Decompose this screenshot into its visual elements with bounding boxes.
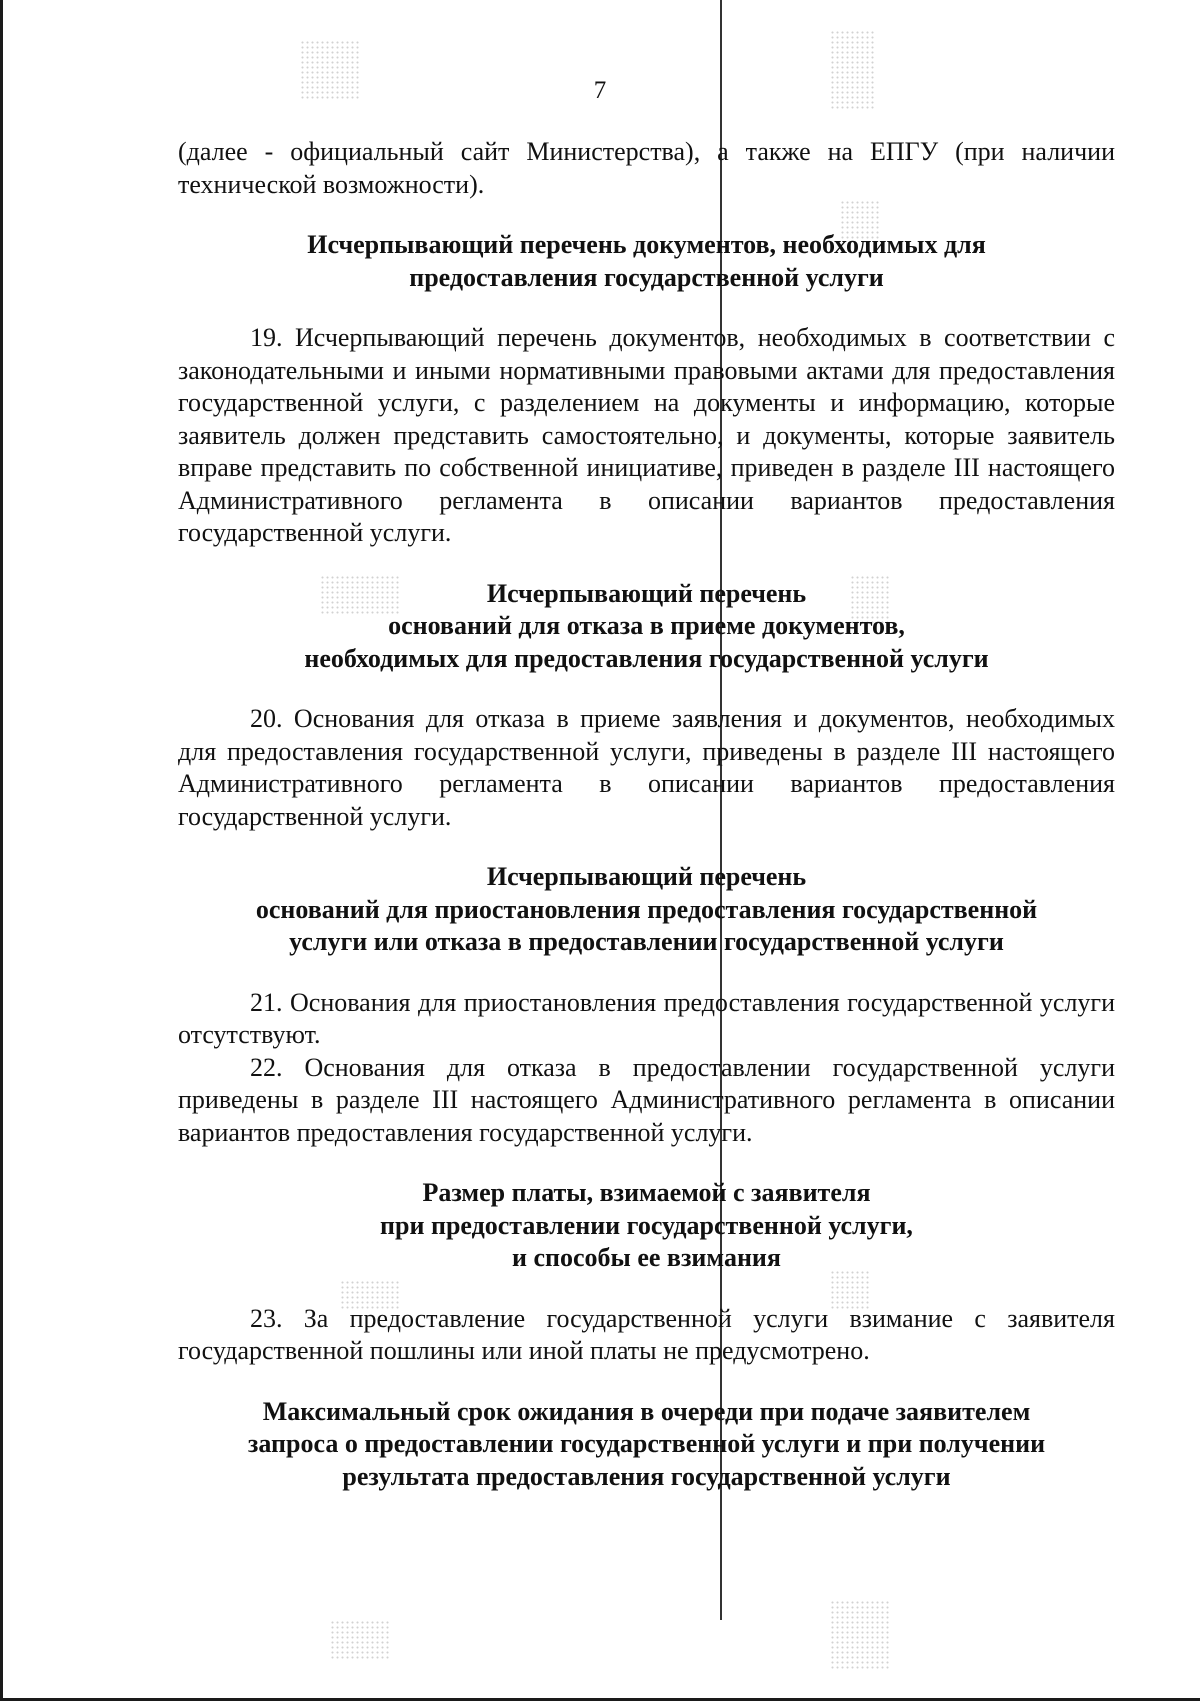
section-heading-line: результата предоставления государственной услуги [342,1461,951,1491]
paragraph: 21. Основания для приостановления предоставления государственной услуги отсутствуют. [178,987,1115,1049]
scan-speckle [830,1600,890,1670]
section-heading-line: Исчерпывающий перечень документов, необходимых для [307,230,986,259]
section-heading-line: оснований для приостановления предоставления государственной [255,894,1038,924]
scan-speckle [330,1620,390,1660]
section-heading-line: Исчерпывающий перечень [486,862,807,891]
section-heading-line: оснований для отказа в приеме документов, [388,611,905,640]
page-number: 7 [593,77,607,104]
section-heading-line: услуги или отказа в предоставлении государственной услуги [289,927,1004,956]
paragraph: (далее - официальный сайт Министерства), а также на ЕПГУ (при наличии технической возможности). [178,137,1115,199]
section-heading-line: запроса о предоставлении государственной услуги и при получении [247,1429,1046,1458]
section-heading [178,1396,1115,1494]
document-body [178,136,1115,1493]
paragraph: 20. Основания для отказа в приеме заявления и документов, необходимых для предоставления государственной услуги, приведены в разделе III настоящего Административного регламента в описании вариантов предоставления государственной услуги. [178,704,1115,831]
paragraph: 19. Исчерпывающий перечень документов, необходимых в соответствии с законодательными и иными нормативными правовыми актами для предоставления государственной услуги, с разделением на документы и информацию, которые заявитель должен представить самостоятельно, и документы, которые заявитель вправе представить по собственной инициативе, приведен в разделе III настоящего Административного регламента в описании вариантов предоставления государственной услуги. [178,323,1115,547]
section-heading-line: необходимых для предоставления государственной услуги [304,643,989,673]
scan-edge-left [0,0,3,1701]
section-heading-line: предоставления государственной услуги [409,262,884,292]
section-heading [178,1177,1115,1275]
section-heading [178,578,1115,676]
section-heading-line: Исчерпывающий перечень [486,578,807,608]
section-heading-line: и способы ее взимания [512,1243,781,1272]
section-heading [178,229,1115,294]
section-heading-line: при предоставлении государственной услуги, [380,1210,913,1240]
section-heading-line: Максимальный срок ожидания в очереди при подаче заявителем [262,1396,1031,1426]
section-heading [178,861,1115,959]
paragraph: 23. За предоставление государственной услуги взимание с заявителя государственной пошлины или иной платы не предусмотрено. [178,1303,1115,1365]
section-heading-line: Размер платы, взимаемой с заявителя [422,1178,871,1207]
paragraph: 22. Основания для отказа в предоставлении государственной услуги приведены в разделе III настоящего Административного регламента в описании вариантов предоставления государственной услуги. [178,1052,1115,1147]
